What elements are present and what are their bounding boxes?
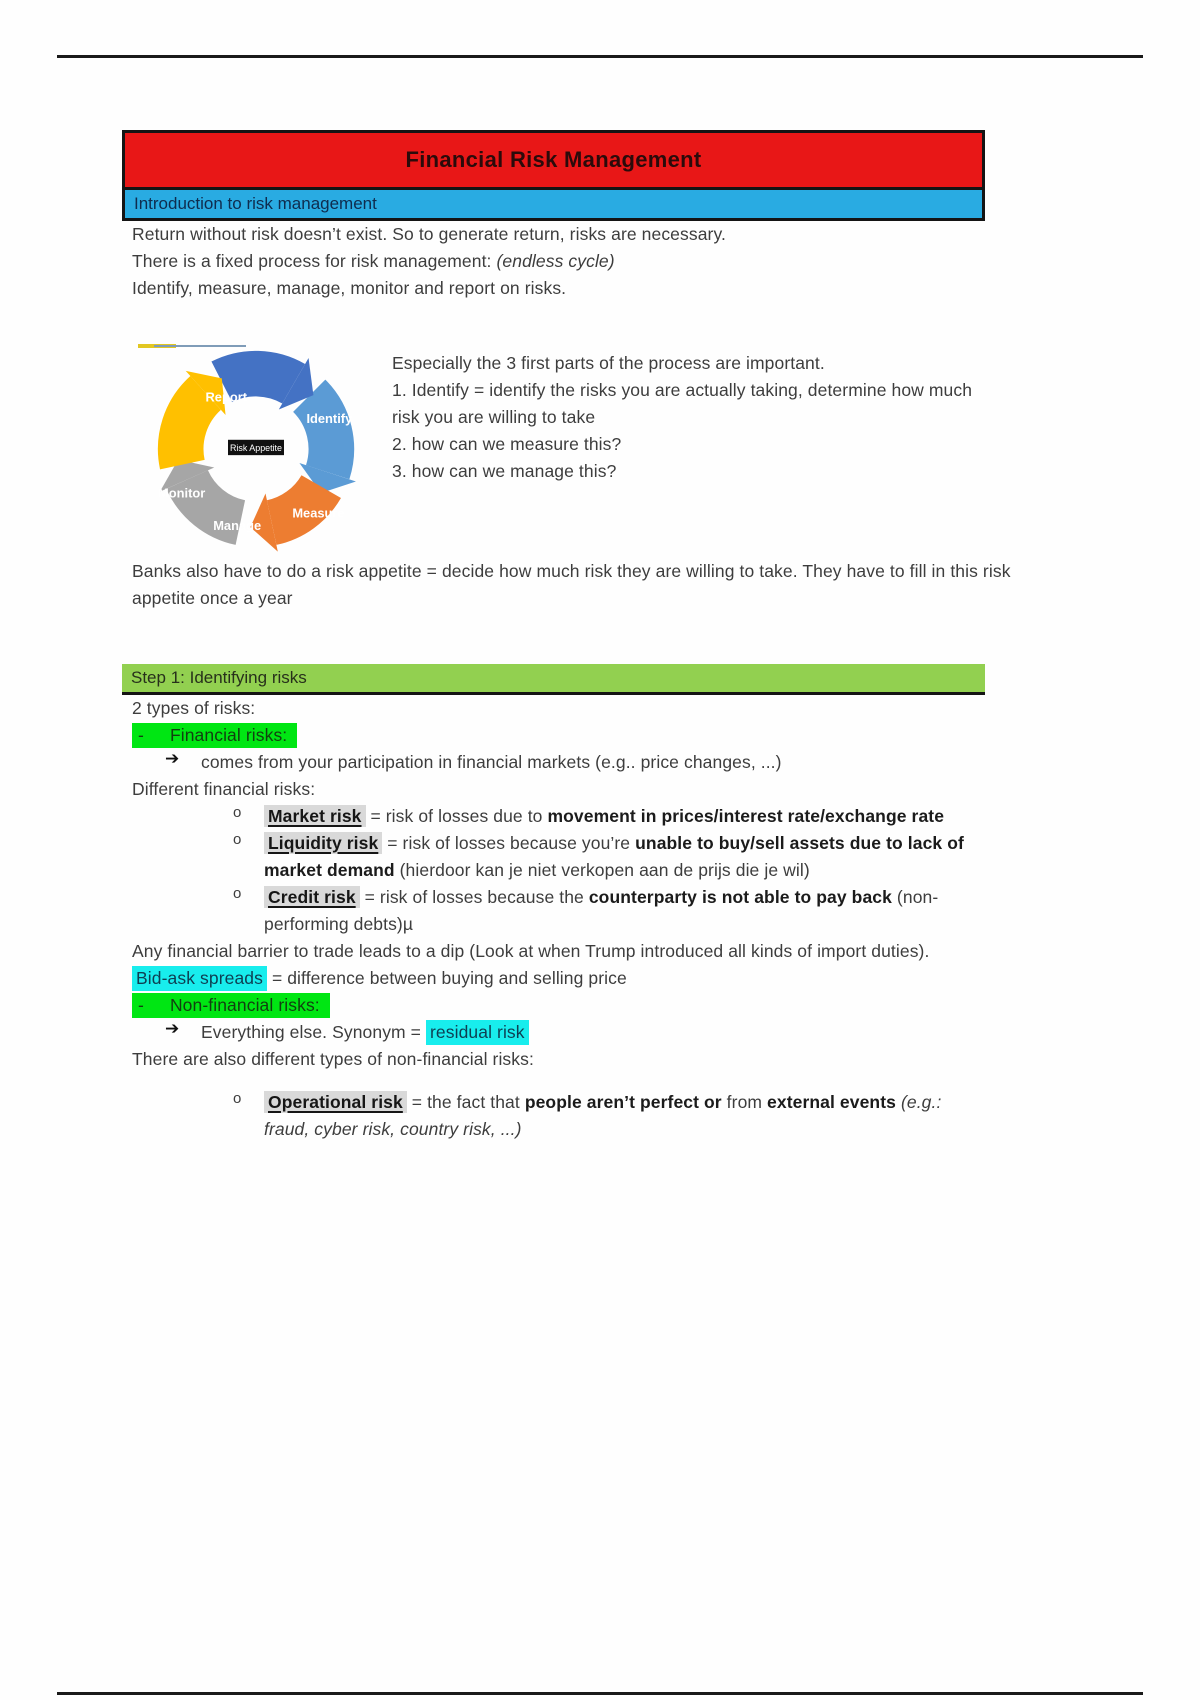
- circle-bullet-icon: o: [233, 831, 242, 848]
- credit-risk-bold: counterparty is not able to pay back: [588, 887, 892, 907]
- circle-bullet-icon: o: [233, 804, 242, 821]
- operational-risk-pre: = the fact that: [406, 1092, 525, 1112]
- nonfinancial-arrow-text: [201, 1019, 1077, 1046]
- step1-banner: [122, 664, 985, 695]
- credit-risk-post: (non-performing debts)µ: [264, 887, 939, 934]
- top-rule: [57, 55, 1143, 58]
- operational-risk-term: Operational risk: [264, 1091, 407, 1113]
- cycle-diagram: [132, 316, 382, 558]
- financial-risks-label: Financial risks:: [169, 725, 288, 745]
- identify-segment: [309, 396, 331, 473]
- liquidity-risk-post: (hierdoor kan je niet verkopen aan de prijs die je wil): [394, 860, 810, 880]
- liquidity-risk-pre: = risk of losses because you’re: [382, 833, 636, 853]
- arrow-bullet-icon: ➔: [165, 1019, 180, 1039]
- financial-risks-heading: [132, 722, 1077, 749]
- operational-risk-text: [264, 1089, 988, 1143]
- intro-paragraph-2-text: There is a fixed process for risk management:: [132, 251, 497, 271]
- page-content: [132, 130, 1077, 1143]
- title-banner: [122, 130, 985, 190]
- dash-bullet-icon: -: [138, 995, 144, 1015]
- credit-risk-text: [264, 884, 988, 938]
- side-note-1: Especially the 3 first parts of the process are important.: [392, 353, 825, 373]
- circle-bullet-icon: o: [233, 885, 242, 902]
- intro-paragraph-3: Identify, measure, manage, monitor and report on risks.: [132, 278, 567, 298]
- nonfinancial-arrow-row: [165, 1019, 1077, 1046]
- nonfinancial-arrow-pre: Everything else. Synonym =: [201, 1022, 426, 1042]
- side-note-3: 2. how can we measure this?: [392, 434, 622, 454]
- types-intro: 2 types of risks:: [132, 698, 256, 718]
- credit-risk-term: Credit risk: [264, 886, 360, 908]
- list-item-operational-risk: [233, 1089, 1077, 1143]
- risk-appetite-paragraph: Banks also have to do a risk appetite = decide how much risk they are willing to take. They have to fill in this risk appetite once a year: [132, 561, 1011, 608]
- operational-risk-bold2: external events: [767, 1092, 896, 1112]
- report-segment: [222, 374, 294, 384]
- liquidity-risk-text: [264, 830, 988, 884]
- diagram-label-monitor: Monitor: [158, 485, 206, 501]
- credit-risk-pre: = risk of losses because the: [359, 887, 589, 907]
- list-item-market-risk: [233, 803, 1077, 830]
- intro-paragraph-1: Return without risk doesn’t exist. So to generate return, risks are necessary.: [132, 224, 726, 244]
- intro-paragraph-2-italic: (endless cycle): [496, 251, 615, 271]
- nonfinancial-sub-intro: There are also different types of non-financial risks:: [132, 1049, 534, 1069]
- liquidity-risk-term: Liquidity risk: [264, 832, 382, 854]
- diagram-label-identify: Identify: [306, 411, 353, 427]
- list-item-liquidity-risk: [233, 830, 1077, 884]
- cycle-diagram-svg: [134, 328, 378, 558]
- figure-side-notes: [392, 316, 1004, 485]
- financial-arrow-text: comes from your participation in financial markets (e.g.. price changes, ...): [201, 752, 782, 772]
- nonfinancial-risks-heading: [132, 992, 1077, 1019]
- nonfinancial-risks-label: Non-financial risks:: [169, 995, 320, 1015]
- section-banner: [122, 190, 985, 221]
- financial-arrow-row: [165, 749, 1077, 776]
- dash-bullet-icon: -: [138, 725, 144, 745]
- page-title: Financial Risk Management: [405, 147, 702, 172]
- liquidity-risk-bold: unable to buy/sell assets due to lack of market demand: [264, 833, 964, 880]
- bidask-rest: = difference between buying and selling price: [266, 968, 627, 988]
- section-title: Introduction to risk management: [134, 194, 377, 213]
- side-note-4: 3. how can we manage this?: [392, 461, 617, 481]
- arrow-bullet-icon: ➔: [165, 749, 180, 769]
- financial-risks-highlight: [132, 723, 297, 748]
- list-item-credit-risk: [233, 884, 1077, 938]
- market-risk-term: Market risk: [264, 805, 366, 827]
- market-risk-pre: = risk of losses due to: [365, 806, 548, 826]
- diagram-label-measure: Measure: [292, 505, 345, 521]
- operational-risk-mid: from: [721, 1092, 768, 1112]
- monitor-segment: [181, 393, 206, 465]
- operational-risk-italic: (e.g.: fraud, cyber risk, country risk, ...): [264, 1092, 942, 1139]
- diagram-label-risk-appetite: Risk Appetite: [230, 442, 282, 453]
- process-figure: [132, 316, 1077, 558]
- circle-bullet-icon: o: [233, 1090, 242, 1107]
- diagram-label-report: Report: [205, 389, 248, 405]
- step1-banner-label: Step 1: Identifying risks: [131, 668, 307, 687]
- operational-risk-bold1: people aren’t perfect or: [524, 1092, 722, 1112]
- bottom-rule: [57, 1692, 1143, 1695]
- bidask-paragraph: [132, 965, 1077, 992]
- market-risk-text: [264, 803, 988, 830]
- financial-sub-intro: Different financial risks:: [132, 779, 316, 799]
- residual-risk-highlight: residual risk: [426, 1020, 529, 1045]
- barrier-paragraph: Any financial barrier to trade leads to a dip (Look at when Trump introduced all kinds of import duties).: [132, 941, 930, 961]
- intro-paragraph-2: [132, 248, 1077, 275]
- nonfinancial-risks-highlight: [132, 993, 330, 1018]
- bidask-highlight: Bid-ask spreads: [132, 966, 267, 991]
- side-note-2: 1. Identify = identify the risks you are actually taking, determine how much risk you are willing to take: [392, 380, 973, 427]
- diagram-label-manage: Manage: [213, 518, 262, 534]
- market-risk-bold: movement in prices/interest rate/exchange rate: [547, 806, 945, 826]
